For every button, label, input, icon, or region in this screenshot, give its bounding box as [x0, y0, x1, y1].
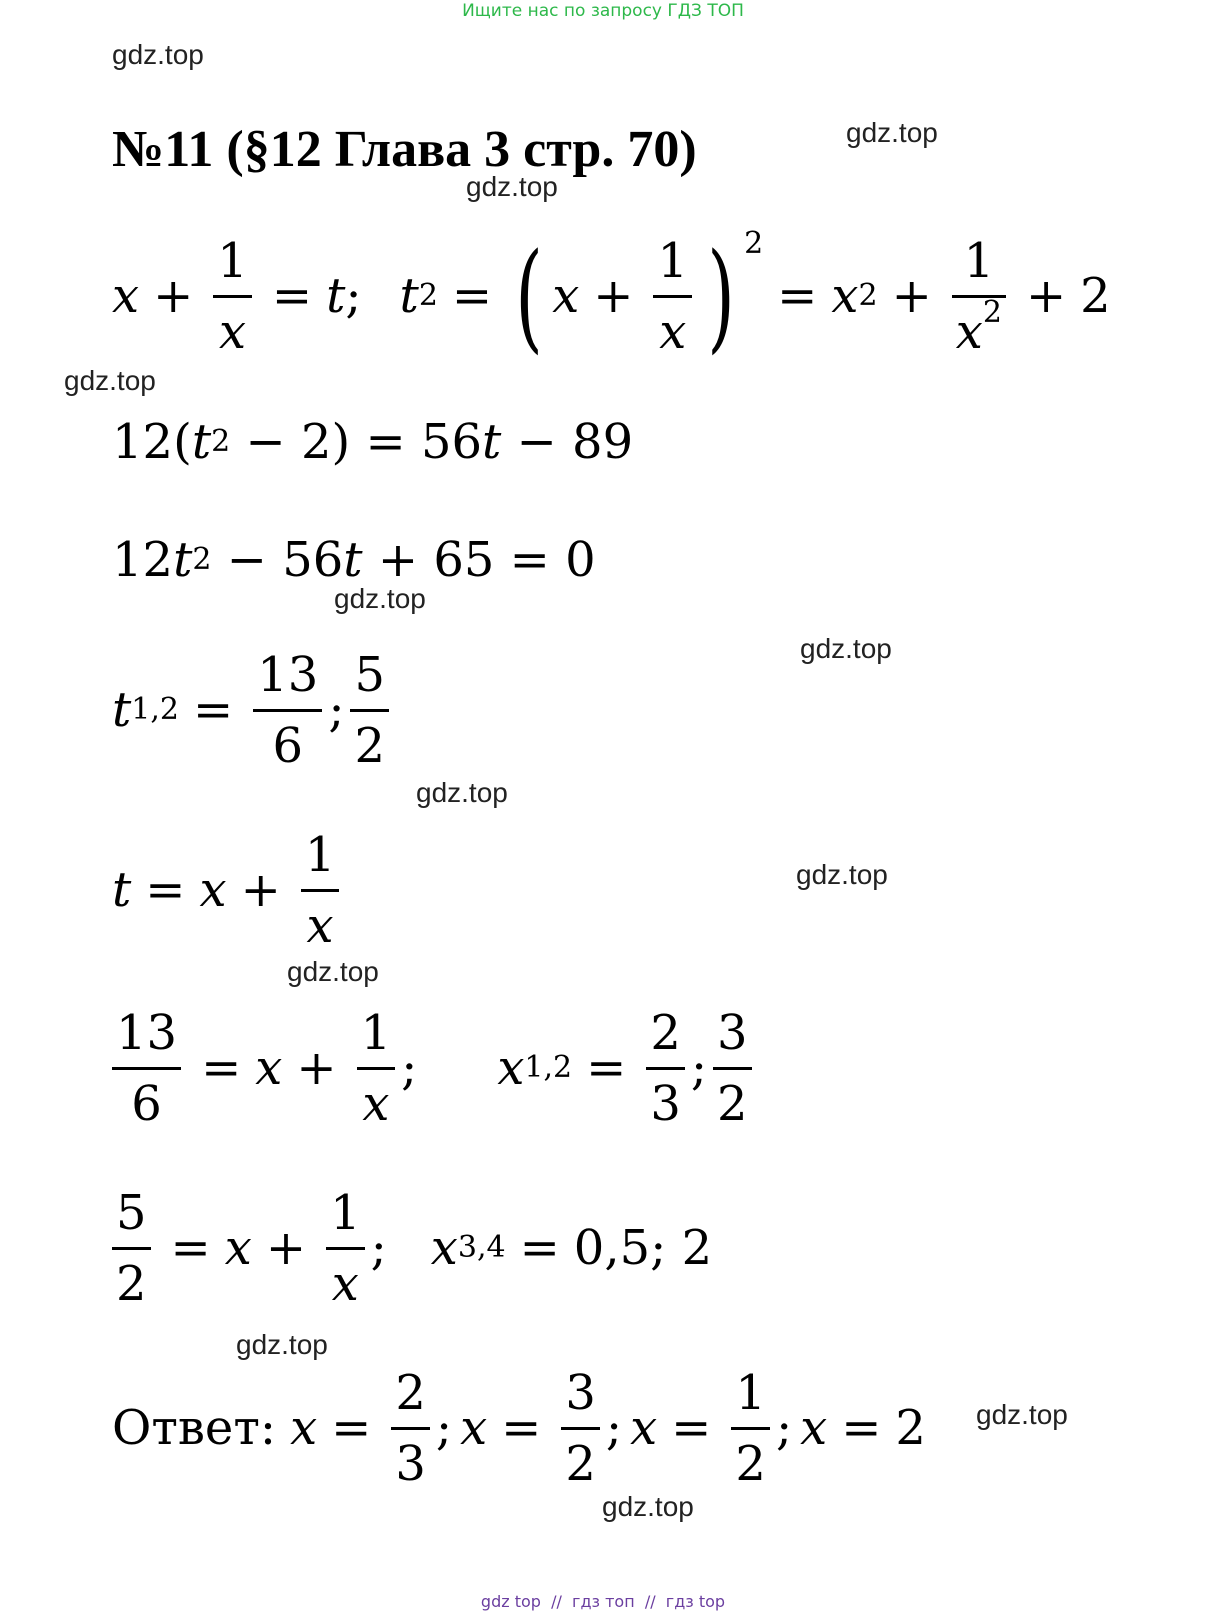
op-equals: = [501, 1400, 542, 1456]
var-x: x [430, 1220, 458, 1276]
var-x: x [630, 1400, 658, 1456]
fraction [952, 232, 1006, 360]
op-equals: = [451, 268, 493, 324]
watermark: gdz.top [466, 171, 558, 202]
watermark: gdz.top [800, 633, 892, 664]
fraction [731, 1364, 770, 1492]
semicolon: ; [401, 1040, 418, 1096]
op-equals: = [331, 1400, 372, 1456]
numerator: 5 [116, 1184, 147, 1241]
var-t: t [173, 532, 193, 588]
denominator: 3 [395, 1435, 426, 1492]
watermark: gdz.top [236, 1329, 328, 1360]
footer-links[interactable]: gdz top // гдз топ // гдз top [480, 1592, 726, 1611]
numerator: 1 [963, 232, 995, 289]
denominator: 2 [565, 1435, 596, 1492]
numerator: 13 [116, 1004, 178, 1061]
watermark: gdz.top [796, 859, 888, 890]
fraction [112, 1004, 181, 1132]
numerator: 5 [354, 646, 386, 703]
semicolon: ; [370, 1220, 387, 1276]
op-equals: = [271, 268, 313, 324]
op-plus: + [240, 862, 281, 918]
numerator: 1 [217, 232, 248, 289]
var-t: t [343, 532, 363, 588]
equation-line: 12( t 2 − 2) = 56 t − 89 [112, 414, 634, 470]
roots-values: 0,5; 2 [573, 1220, 713, 1276]
left-paren: ( [515, 227, 543, 365]
fraction [112, 1184, 151, 1312]
var-x: x [800, 1400, 828, 1456]
var-x: x [497, 1040, 525, 1096]
var-x: x [224, 1220, 252, 1276]
numerator: 13 [257, 646, 319, 703]
var-t: t [482, 414, 502, 470]
denominator: 2 [735, 1435, 766, 1492]
numerator: 1 [735, 1364, 766, 1421]
fraction [391, 1364, 430, 1492]
exponent: 2 [744, 226, 764, 261]
watermark: gdz.top [334, 583, 426, 614]
substitution-line: x + $\frac{1}{x}$ = t ; t 2 = ( x + $\frac{1}{x}$ ) 2 = x 2 + $\frac{1}{x^2}$ + 2 [112, 226, 1111, 366]
numerator: 3 [565, 1364, 596, 1421]
case-two-line: $\frac{5}{2}$ = x + $\frac{1}{x}$ ; x 3,4 = 0,5; 2 [112, 1180, 712, 1316]
fraction [713, 1004, 752, 1132]
right-paren: ) [707, 227, 735, 365]
semicolon: ; [345, 268, 362, 324]
var-x: x [552, 268, 580, 324]
fraction [253, 646, 322, 774]
var-t: t [112, 682, 132, 738]
op-equals: = [519, 1220, 560, 1276]
denominator: 2 [717, 1075, 748, 1132]
watermark: gdz.top [112, 39, 204, 70]
op-equals: = [201, 1040, 242, 1096]
op-plus: + [593, 268, 634, 324]
op-equals: = [170, 1220, 211, 1276]
op-equals: = [586, 1040, 627, 1096]
denominator: x [331, 1255, 359, 1312]
denominator: x [219, 303, 247, 360]
op-plus: + [153, 268, 194, 324]
numerator: 1 [304, 826, 336, 883]
numerator: 2 [395, 1364, 426, 1421]
watermark: gdz.top [416, 777, 508, 808]
fraction [301, 826, 340, 954]
answer-label: Ответ: [112, 1400, 277, 1456]
watermark: gdz.top [976, 1399, 1068, 1430]
var-x: x [290, 1400, 318, 1456]
var-x: x [255, 1040, 283, 1096]
constant: 2 [895, 1400, 926, 1456]
denominator: x [306, 897, 334, 954]
var-t: t [191, 414, 212, 470]
op-equals: = [145, 862, 186, 918]
numerator: 3 [717, 1004, 748, 1061]
fraction [646, 1004, 685, 1132]
op-plus: + [891, 268, 932, 324]
var-t: t [326, 268, 346, 324]
fraction [213, 232, 252, 360]
answer-line [112, 1360, 926, 1496]
semicolon: ; [775, 1400, 793, 1456]
expr-part: + 65 = 0 [362, 532, 596, 588]
watermark: gdz.top [287, 956, 379, 987]
denominator: 2 [116, 1255, 147, 1312]
expr-part: − 56 [211, 532, 344, 588]
quadratic-line: 12 t 2 − 56 t + 65 = 0 [112, 532, 596, 588]
roots-t-line: t 1,2 = $\frac{13}{6}$ ; $\frac{5}{2}$ [112, 642, 395, 778]
numerator: 1 [657, 232, 689, 289]
fraction [326, 1184, 365, 1312]
op-plus: + [296, 1040, 337, 1096]
watermark: gdz.top [846, 117, 938, 148]
back-substitution-line [112, 822, 345, 958]
semicolon: ; [605, 1400, 623, 1456]
op-equals: = [841, 1400, 882, 1456]
expr-part: 12 [112, 532, 174, 588]
fraction [357, 1004, 396, 1132]
watermark: gdz.top [64, 365, 156, 396]
exponent: 2 [982, 294, 1002, 330]
semicolon: ; [435, 1400, 453, 1456]
page-title: №11 (§12 Глава 3 стр. 70) [112, 121, 697, 178]
fraction [561, 1364, 600, 1492]
var-t: t [399, 268, 419, 324]
op-equals: = [777, 268, 818, 324]
var-x: x [460, 1400, 488, 1456]
promo-banner[interactable]: Ищите нас по запросу ГДЗ ТОП [462, 1, 744, 21]
semicolon: ; [690, 1040, 708, 1096]
case-one-line: $\frac{13}{6}$ = x + $\frac{1}{x}$ ; x 1,2 = $\frac{2}{3}$ ; $\frac{3}{2}$ [112, 1000, 758, 1136]
expr-part: − 89 [501, 414, 634, 470]
denominator: x [955, 303, 983, 360]
op-equals: = [671, 1400, 712, 1456]
var-x: x [831, 268, 859, 324]
denominator: 6 [272, 717, 304, 774]
denominator: 2 [354, 717, 386, 774]
denominator: x [659, 303, 687, 360]
op-equals: = [193, 682, 234, 738]
numerator: 1 [330, 1184, 361, 1241]
var-x: x [112, 268, 140, 324]
expr-part: 12( [112, 414, 192, 470]
constant: 2 [1080, 268, 1111, 324]
var-t: t [112, 862, 132, 918]
watermark: gdz.top [602, 1491, 694, 1522]
denominator: 3 [650, 1075, 681, 1132]
denominator: x [362, 1075, 390, 1132]
fraction [350, 646, 389, 774]
semicolon: ; [328, 682, 345, 738]
numerator: 2 [650, 1004, 681, 1061]
numerator: 1 [360, 1004, 392, 1061]
fraction [653, 232, 692, 360]
denominator: 6 [131, 1075, 162, 1132]
var-x: x [199, 862, 227, 918]
op-plus: + [265, 1220, 307, 1276]
expr-part: − 2) = 56 [230, 414, 483, 470]
op-plus: + [1025, 268, 1067, 324]
